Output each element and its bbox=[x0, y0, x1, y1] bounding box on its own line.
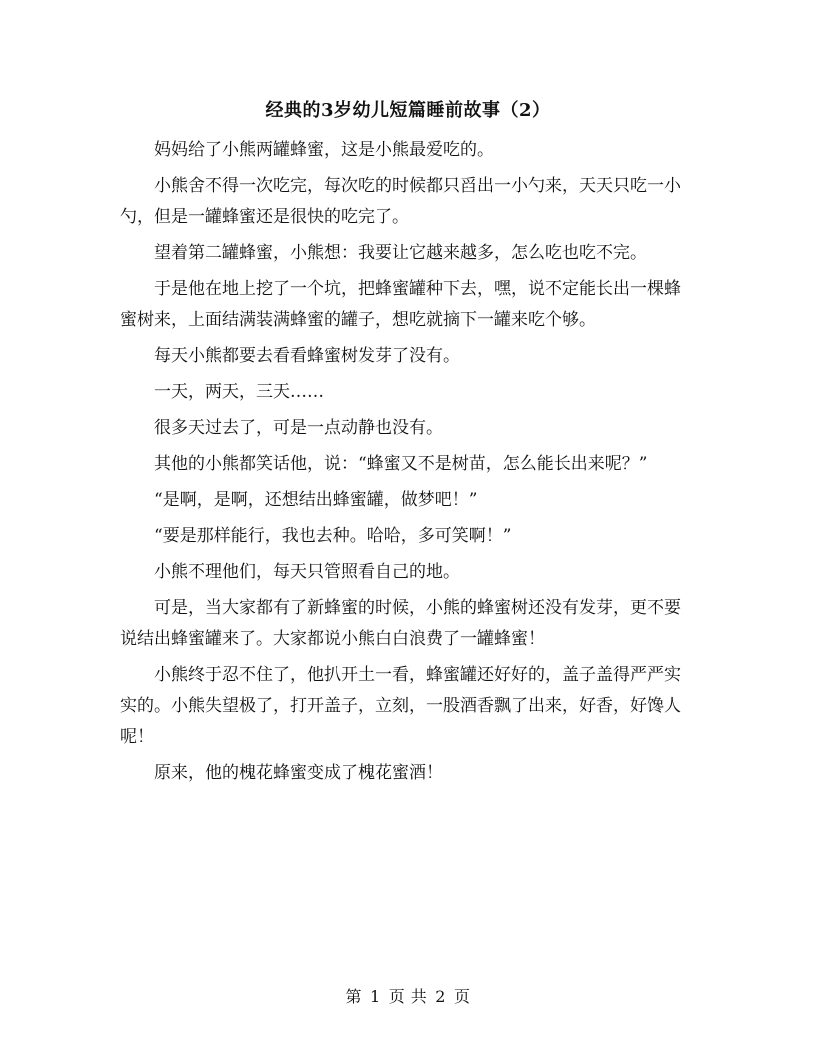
paragraph: 于是他在地上挖了一个坑，把蜂蜜罐种下去，嘿，说不定能长出一棵蜂蜜树来，上面结满装满蜂蜜的罐子，想吃就摘下一罐来吃个够。 bbox=[120, 279, 681, 330]
footer-middle: 页 共 bbox=[388, 987, 428, 1006]
paragraph: 小熊舍不得一次吃完，每次吃的时候都只舀出一小勺来，天天只吃一小勺，但是一罐蜂蜜还是很快的吃完了。 bbox=[120, 176, 681, 227]
document-title: 经典的3岁幼儿短篇睡前故事（2） bbox=[265, 100, 551, 121]
paragraph: 原来，他的槐花蜂蜜变成了槐花蜜酒！ bbox=[154, 763, 443, 783]
paragraph: 可是，当大家都有了新蜂蜜的时候，小熊的蜂蜜树还没有发芽，更不要说结出蜂蜜罐来了。大家都说小熊白白浪费了一罐蜂蜜！ bbox=[120, 598, 681, 649]
paragraph: 望着第二罐蜂蜜，小熊想：我要让它越来越多，怎么吃也吃不完。 bbox=[154, 243, 647, 263]
footer-current-page: 1 bbox=[370, 987, 381, 1006]
paragraph: “是啊，是啊，还想结出蜂蜜罐，做梦吧！” bbox=[154, 490, 478, 510]
paragraph: 一天，两天，三天…… bbox=[154, 382, 324, 402]
page-footer bbox=[120, 986, 696, 1008]
footer-total-pages: 2 bbox=[435, 987, 446, 1006]
paragraph: 小熊不理他们，每天只管照看自己的地。 bbox=[154, 562, 460, 582]
paragraph: “要是那样能行，我也去种。哈哈，多可笑啊！” bbox=[154, 526, 512, 546]
document-body bbox=[120, 135, 696, 794]
paragraph: 妈妈给了小熊两罐蜂蜜，这是小熊最爱吃的。 bbox=[154, 140, 494, 160]
footer-prefix: 第 bbox=[345, 987, 363, 1006]
paragraph: 小熊终于忍不住了，他扒开土一看，蜂蜜罐还好好的，盖子盖得严严实实的。小熊失望极了，打开盖子，立刻，一股酒香飘了出来，好香，好馋人呢！ bbox=[120, 665, 681, 747]
paragraph: 很多天过去了，可是一点动静也没有。 bbox=[154, 418, 443, 438]
footer-suffix: 页 bbox=[453, 987, 471, 1006]
paragraph: 每天小熊都要去看看蜂蜜树发芽了没有。 bbox=[154, 346, 460, 366]
paragraph: 其他的小熊都笑话他，说：“蜂蜜又不是树苗，怎么能长出来呢？” bbox=[154, 454, 648, 474]
